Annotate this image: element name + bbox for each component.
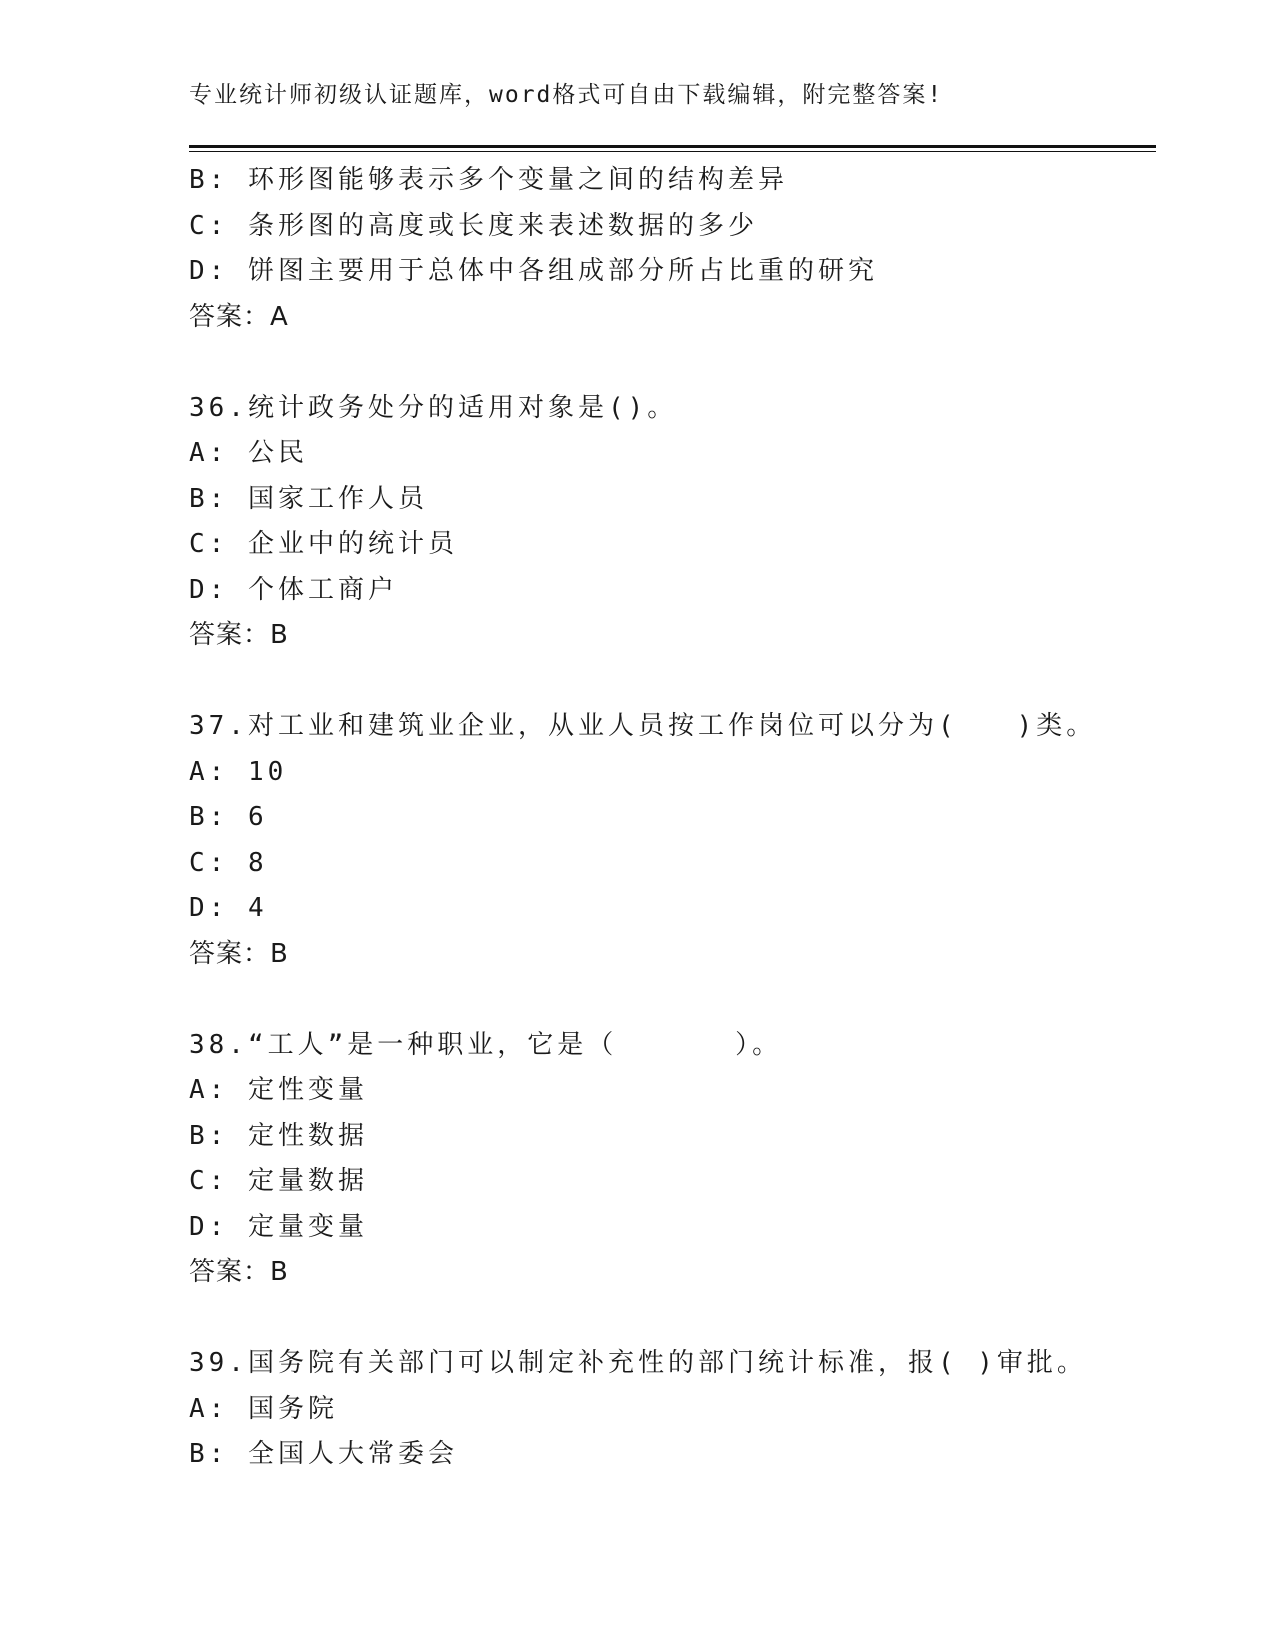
answer: 答案：B xyxy=(189,1257,289,1287)
option-d: D: 4 xyxy=(189,893,268,923)
option-c: C: 8 xyxy=(189,847,268,878)
option-b: B: 全国人大常委会 xyxy=(189,1439,458,1469)
question-stem: 38.“工人”是一种职业，它是（ ）。 xyxy=(189,1029,783,1060)
option-c: C: 企业中的统计员 xyxy=(189,529,458,559)
page-header-text: 专业统计师初级认证题库，word格式可自由下载编辑，附完整答案! xyxy=(189,82,944,108)
question-list xyxy=(189,158,1156,1478)
option-b: B: 定性数据 xyxy=(189,1120,368,1151)
spacer xyxy=(189,977,1156,1023)
spacer xyxy=(189,1296,1156,1342)
option-a: A: 定性变量 xyxy=(189,1075,368,1105)
header-rule-thin xyxy=(189,151,1156,152)
answer: 答案：A xyxy=(189,301,289,332)
question-stem: 39.国务院有关部门可以制定补充性的部门统计标准，报( )审批。 xyxy=(189,1348,1087,1378)
question-39 xyxy=(189,1341,1156,1478)
question-38 xyxy=(189,1023,1156,1296)
question-37 xyxy=(189,704,1156,977)
option-d: D: 饼图主要用于总体中各组成部分所占比重的研究 xyxy=(189,256,878,286)
continued-question xyxy=(189,158,1156,340)
option-b: B: 环形图能够表示多个变量之间的结构差异 xyxy=(189,165,788,195)
question-stem: 37.对工业和建筑业企业，从业人员按工作岗位可以分为( )类。 xyxy=(189,711,1097,741)
option-c: C: 条形图的高度或长度来表述数据的多少 xyxy=(189,210,758,241)
question-stem: 36.统计政务处分的适用对象是()。 xyxy=(189,392,678,423)
option-d: D: 个体工商户 xyxy=(189,574,398,605)
option-a: A: 国务院 xyxy=(189,1393,338,1424)
answer: 答案：B xyxy=(189,938,289,969)
spacer xyxy=(189,659,1156,705)
header-rule-thick xyxy=(189,145,1156,148)
option-a: A: 公民 xyxy=(189,438,308,468)
option-a: A: 10 xyxy=(189,756,288,787)
option-b: B: 6 xyxy=(189,802,268,832)
option-c: C: 定量数据 xyxy=(189,1166,368,1196)
option-d: D: 定量变量 xyxy=(189,1211,368,1242)
spacer xyxy=(189,340,1156,386)
answer: 答案：B xyxy=(189,620,289,650)
option-b: B: 国家工作人员 xyxy=(189,483,428,514)
question-36 xyxy=(189,386,1156,659)
